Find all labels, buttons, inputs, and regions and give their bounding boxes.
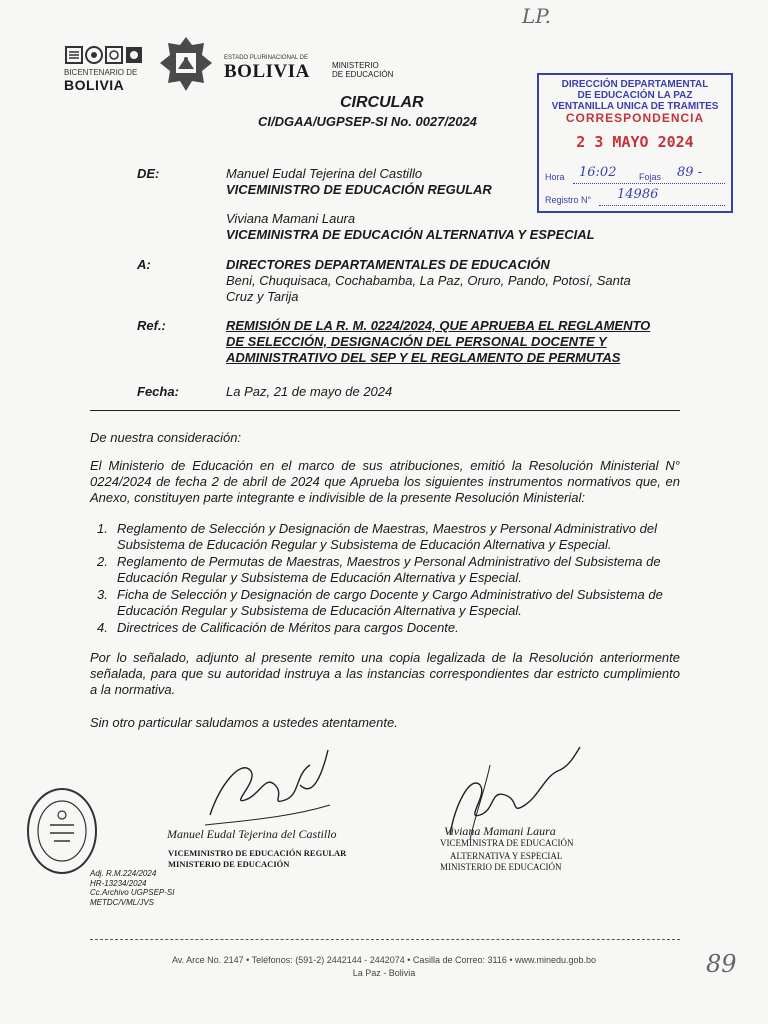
de-title-2: VICEMINISTRA DE EDUCACIÓN ALTERNATIVA Y ESPECIAL	[226, 227, 595, 242]
stamp-correspondencia: CORRESPONDENCIA	[565, 111, 705, 125]
stamp-registro-label: Registro N°	[545, 195, 592, 205]
body-paragraph-1: El Ministerio de Educación en el marco de sus atribuciones, emitió la Resolución Ministerial N° 0224/2024 de fecha 2 de abril de 2024 que Aprueba los siguientes instrumentos normativos que, en Anexo, constituyen parte integrante e indivisible de la presente Resolución Ministerial:	[90, 458, 680, 505]
bicentenario-icons	[64, 44, 144, 66]
de-label: DE:	[137, 166, 160, 181]
a-departments-line-1: Beni, Chuquisaca, Cochabamba, La Paz, Oruro, Pando, Potosí, Santa	[226, 273, 631, 288]
document-references	[90, 869, 174, 907]
list-item-number: 2.	[97, 554, 108, 569]
de-name-1: Manuel Eudal Tejerina del Castillo	[226, 166, 423, 181]
bolivia-logo-text: BOLIVIA	[224, 61, 310, 82]
stamp-hora-label: Hora	[545, 172, 565, 182]
list-item	[90, 620, 680, 636]
footer-divider	[90, 939, 680, 940]
handwritten-page-number: 89	[706, 950, 737, 978]
stamp-fojas-value: 89 -	[677, 165, 703, 180]
list-item-number: 1.	[97, 521, 108, 536]
bolivia-coat-of-arms-icon	[158, 35, 214, 93]
instruments-list	[90, 521, 680, 637]
reference-line: HR-13234/2024	[90, 878, 147, 888]
fecha-value: La Paz, 21 de mayo de 2024	[226, 384, 393, 399]
bicentenario-big-text: BOLIVIA	[64, 77, 125, 93]
bicentenario-small-text: BICENTENARIO DE	[64, 68, 138, 77]
signature-1-ministry: MINISTERIO DE EDUCACIÓN	[168, 859, 290, 869]
list-item-text: Reglamento de Selección y Designación de Maestras, Maestros y Personal Administrativo del Subsistema de Educación Regular y Subsistema de Educación Alternativa y Especial.	[117, 521, 658, 552]
stamp-line-2: DE EDUCACIÓN LA PAZ	[577, 90, 693, 101]
reference-line: METDC/VML/JVS	[90, 897, 155, 907]
official-seal-stamp	[24, 785, 100, 877]
list-item	[90, 587, 680, 619]
estado-plurinacional-text: ESTADO PLURINACIONAL DE	[224, 55, 309, 61]
stamp-fojas-label: Fojas	[639, 172, 662, 182]
signature-1-name: Manuel Eudal Tejerina del Castillo	[167, 827, 337, 841]
ref-label: Ref.:	[137, 318, 166, 333]
body-paragraph-2: Por lo señalado, adjunto al presente remito una copia legalizada de la Resolución anteriormente señalada, para que su autoridad instruya a las instancias correspondientes dar estricto cumplimiento a la normativa.	[90, 650, 680, 697]
footer-address: Av. Arce No. 2147 • Teléfonos: (591-2) 2442144 - 2442074 • Casilla de Correo: 3116 • www.minedu.gob.bo	[171, 955, 597, 965]
list-item-number: 3.	[97, 587, 108, 602]
list-item	[90, 554, 680, 586]
list-item-text: Directrices de Calificación de Méritos para cargos Docente.	[117, 620, 459, 635]
list-item-text: Reglamento de Permutas de Maestras, Maestros y Personal Administrativo del Subsistema de Educación Regular y Subsistema de Educación Alternativa y Especial.	[117, 554, 661, 585]
handwritten-lp: LP.	[522, 4, 552, 28]
stamp-line-3: VENTANILLA UNICA DE TRAMITES	[551, 101, 719, 112]
ref-line-2: DE SELECCIÓN, DESIGNACIÓN DEL PERSONAL DOCENTE Y	[226, 334, 607, 349]
document-title: CIRCULAR	[340, 94, 424, 111]
reception-stamp	[537, 73, 733, 213]
list-item	[90, 521, 680, 553]
header-divider	[90, 410, 680, 411]
signature-2-ministry: MINISTERIO DE EDUCACIÓN	[440, 862, 562, 872]
stamp-date: 2 3 MAYO 2024	[576, 133, 694, 151]
list-item-number: 4.	[97, 620, 108, 635]
stamp-line-1: DIRECCIÓN DEPARTAMENTAL	[561, 79, 709, 90]
fecha-label: Fecha:	[137, 384, 179, 399]
signature-2-title-1: VICEMINISTRA DE EDUCACIÓN	[440, 838, 574, 848]
reference-line: Cc.Archivo UGPSEP-SI	[90, 888, 175, 897]
circular-code: CI/DGAA/UGPSEP-SI No. 0027/2024	[258, 114, 477, 129]
list-item-text: Ficha de Selección y Designación de cargo Docente y Cargo Administrativo del Subsistema de Educación Regular y Subsistema de Educación Alternativa y Especial.	[117, 587, 663, 618]
signature-1-scribble	[190, 745, 340, 835]
de-educacion-text: DE EDUCACIÓN	[332, 70, 394, 79]
footer-city: La Paz - Bolivia	[352, 968, 416, 978]
de-title-1: VICEMINISTRO DE EDUCACIÓN REGULAR	[226, 182, 492, 197]
stamp-registro-value: 14986	[617, 187, 659, 202]
ministerio-text: MINISTERIO	[332, 61, 379, 70]
de-name-2: Viviana Mamani Laura	[226, 211, 356, 226]
a-departments-line-2: Cruz y Tarija	[226, 289, 299, 304]
closing-line: Sin otro particular saludamos a ustedes atentamente.	[90, 715, 398, 730]
signature-1-title: VICEMINISTRO DE EDUCACIÓN REGULAR	[168, 848, 347, 858]
signature-2-title-2: ALTERNATIVA Y ESPECIAL	[450, 851, 563, 861]
stamp-hora-value: 16:02	[579, 165, 617, 180]
reference-line: Adj. R.M.224/2024	[90, 869, 157, 878]
signature-2-name: Viviana Mamani Laura	[444, 824, 556, 838]
ref-line-3: ADMINISTRATIVO DEL SEP Y EL REGLAMENTO DE PERMUTAS	[226, 350, 621, 365]
a-title: DIRECTORES DEPARTAMENTALES DE EDUCACIÓN	[226, 257, 550, 272]
greeting: De nuestra consideración:	[90, 430, 242, 445]
a-label: A:	[137, 257, 151, 272]
ref-line-1: REMISIÓN DE LA R. M. 0224/2024, QUE APRUEBA EL REGLAMENTO	[226, 318, 651, 333]
